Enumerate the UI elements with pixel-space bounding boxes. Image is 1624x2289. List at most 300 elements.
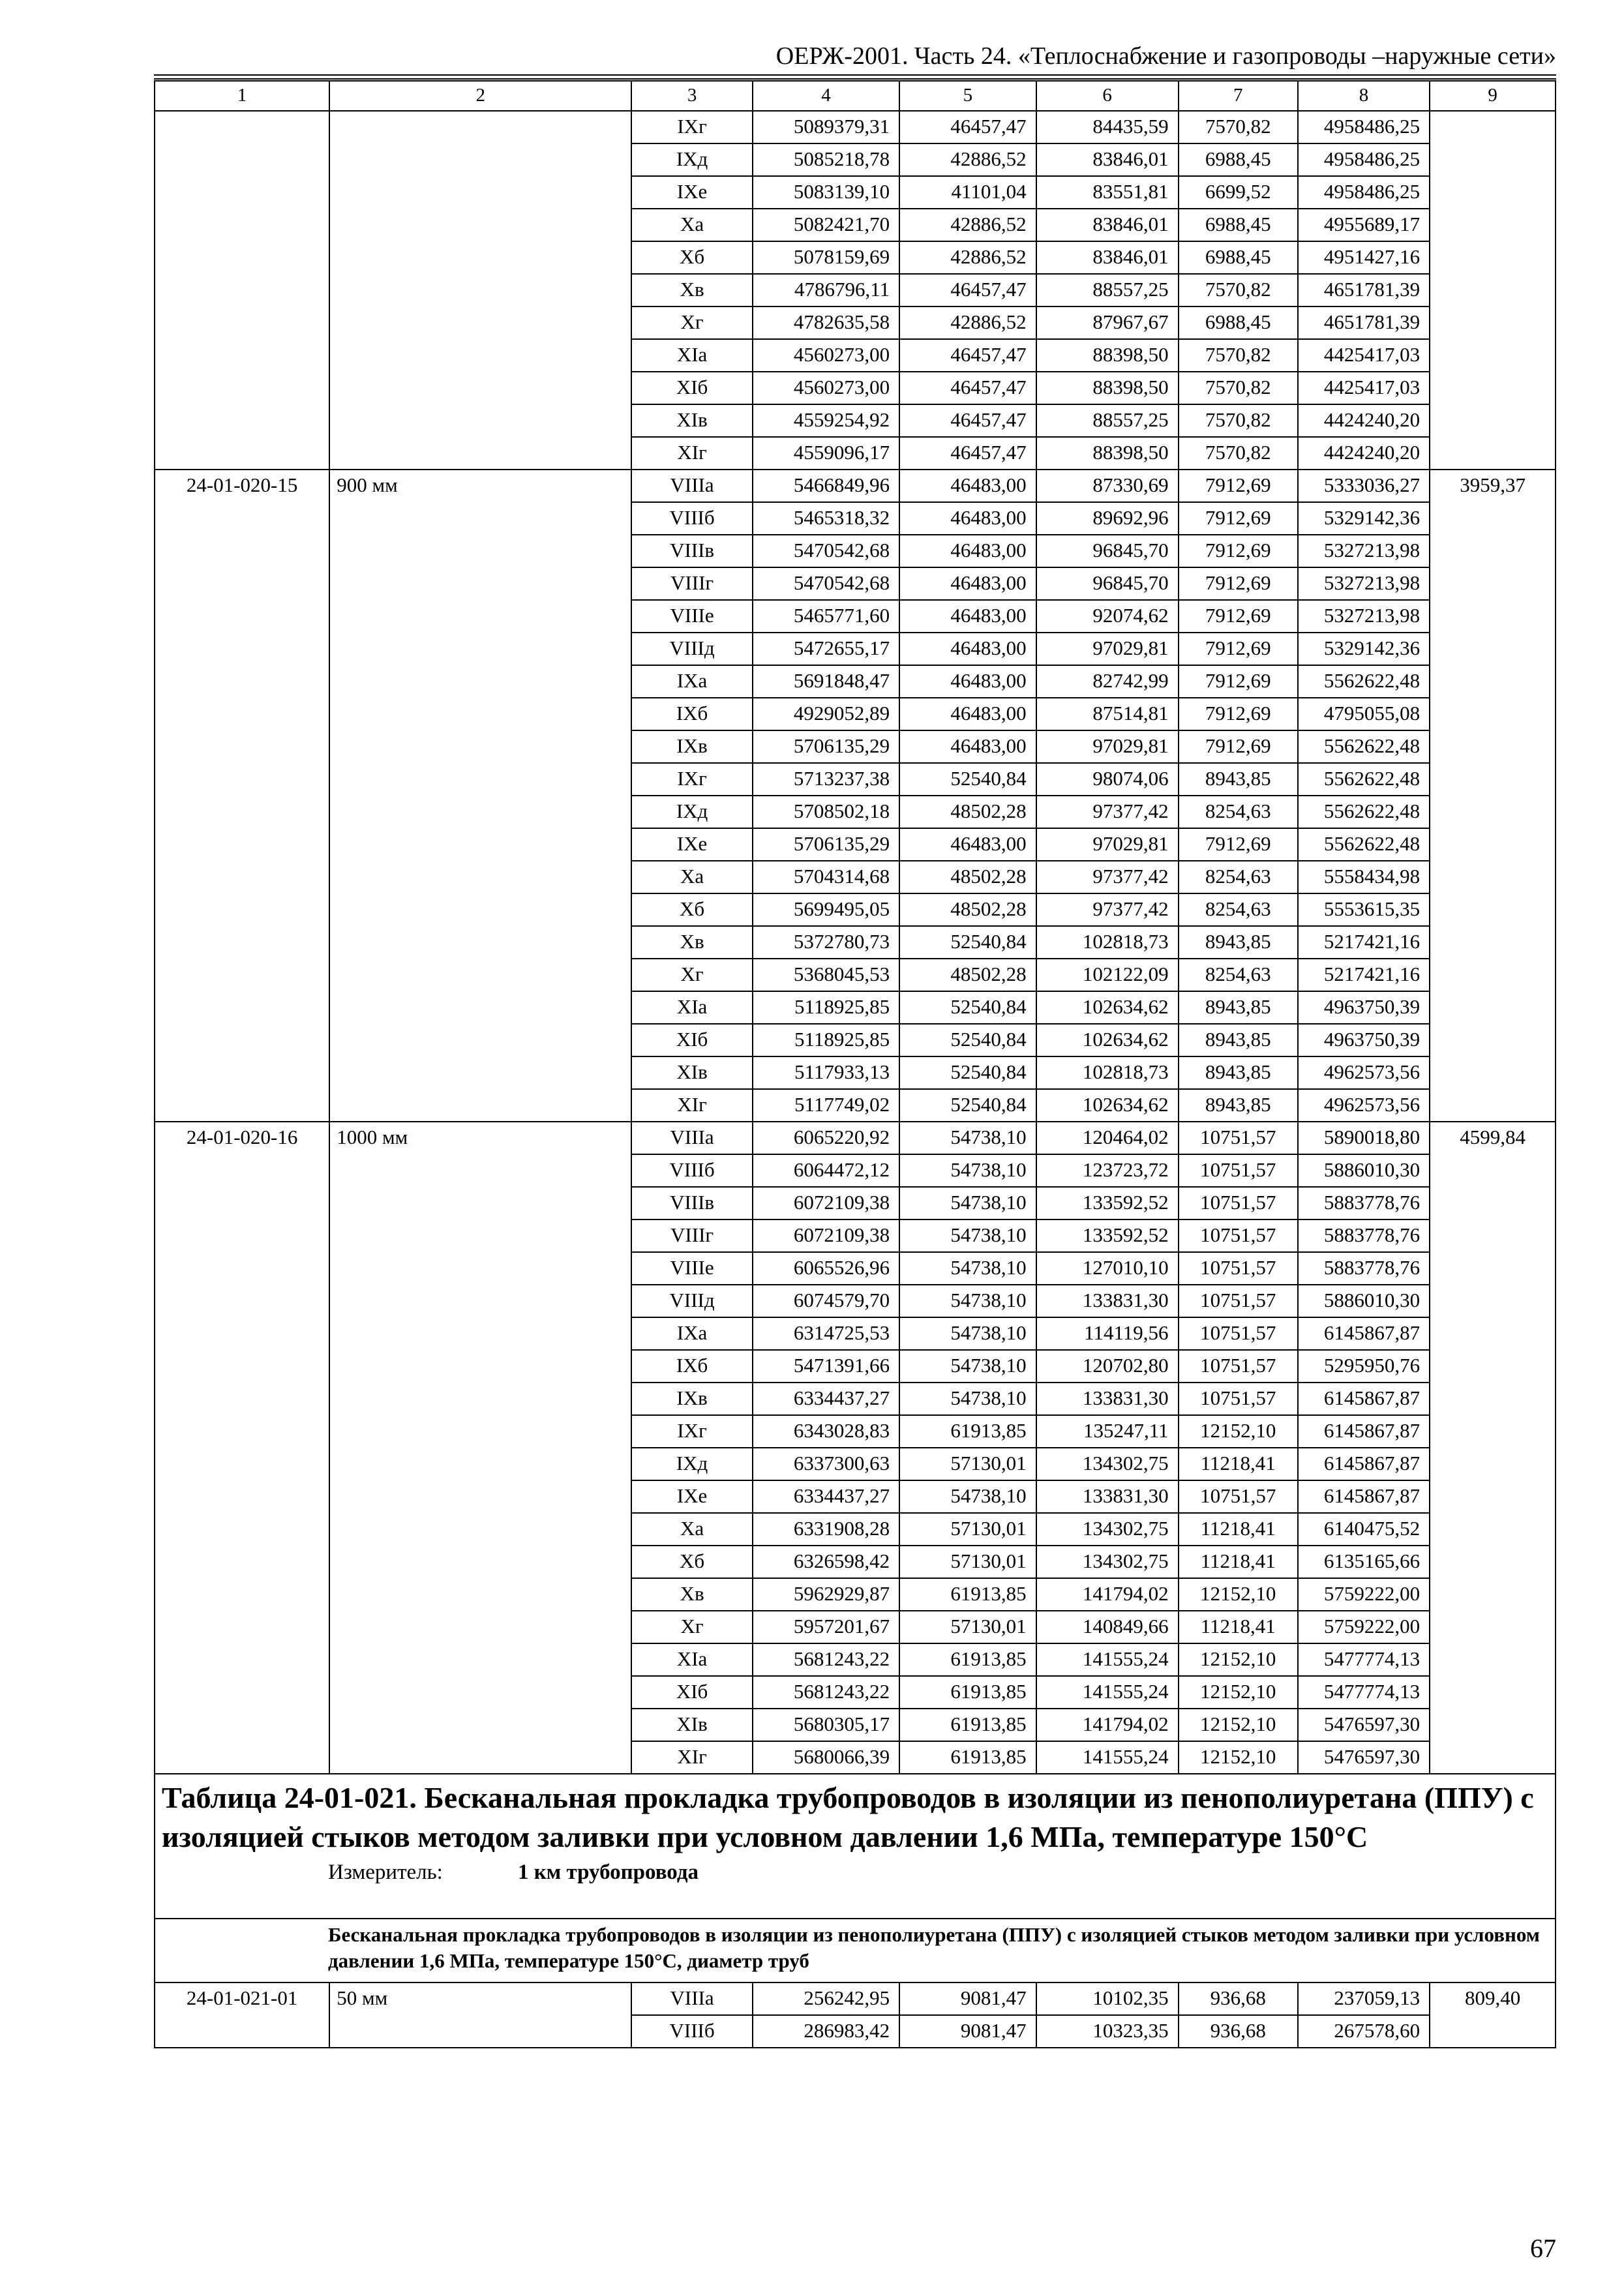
machine-cost: 134302,75	[1036, 1513, 1179, 1546]
labor-wages: 54738,10	[899, 1480, 1036, 1513]
operator-wages: 12152,10	[1179, 1578, 1298, 1611]
materials-cost: 4958486,25	[1298, 143, 1430, 176]
labor-wages: 46483,00	[899, 665, 1036, 698]
page-header	[154, 40, 1556, 72]
table-row	[155, 111, 1556, 143]
table-title: Таблица 24-01-021. Бесканальная прокладка трубопроводов в изоляции из пенополиуретана (ППУ) с изоляцией стыков методом заливки при условном давлении 1,6 МПа, температуре 150°С	[162, 1781, 1534, 1853]
total-cost: 5708502,18	[753, 796, 899, 828]
total-cost: 5465318,32	[753, 502, 899, 535]
labor-wages: 46483,00	[899, 567, 1036, 600]
materials-cost: 4795055,08	[1298, 698, 1430, 730]
machine-cost: 133831,30	[1036, 1285, 1179, 1317]
total-cost: 6065526,96	[753, 1252, 899, 1285]
operator-wages: 12152,10	[1179, 1643, 1298, 1676]
operator-wages: 936,68	[1179, 1982, 1298, 2015]
labor-wages: 57130,01	[899, 1611, 1036, 1643]
operator-wages: 7912,69	[1179, 698, 1298, 730]
section-heading: Бесканальная прокладка трубопроводов в изоляции из пенополиуретана (ППУ) с изоляцией стыков методом заливки при условном давлении 1,6 МПа, температуре 150°С, диаметр труб	[155, 1919, 1556, 1982]
machine-cost: 141794,02	[1036, 1709, 1179, 1741]
operator-wages: 10751,57	[1179, 1187, 1298, 1219]
materials-cost: 5295950,76	[1298, 1350, 1430, 1383]
materials-cost: 237059,13	[1298, 1982, 1430, 2015]
materials-cost: 6145867,87	[1298, 1383, 1430, 1415]
labor-wages: 57130,01	[899, 1513, 1036, 1546]
operator-wages: 8943,85	[1179, 926, 1298, 959]
operator-wages: 10751,57	[1179, 1350, 1298, 1383]
machine-cost: 134302,75	[1036, 1546, 1179, 1578]
materials-cost: 4425417,03	[1298, 372, 1430, 404]
labor-wages: 52540,84	[899, 1089, 1036, 1122]
machine-cost: 83846,01	[1036, 209, 1179, 241]
total-cost: 6337300,63	[753, 1448, 899, 1480]
operator-wages: 8254,63	[1179, 861, 1298, 893]
total-cost: 5706135,29	[753, 730, 899, 763]
labor-wages: 46483,00	[899, 828, 1036, 861]
materials-cost: 5562622,48	[1298, 665, 1430, 698]
labor-wages: 61913,85	[899, 1415, 1036, 1448]
materials-cost: 5759222,00	[1298, 1611, 1430, 1643]
rate-category: VIIIб	[631, 2015, 752, 2048]
rate-category: Xг	[631, 959, 752, 991]
materials-cost: 6145867,87	[1298, 1480, 1430, 1513]
operator-wages: 6988,45	[1179, 143, 1298, 176]
materials-cost: 5759222,00	[1298, 1578, 1430, 1611]
machine-cost: 97029,81	[1036, 730, 1179, 763]
rate-category: IXг	[631, 1415, 752, 1448]
labor-wages: 61913,85	[899, 1709, 1036, 1741]
labor-wages: 61913,85	[899, 1578, 1036, 1611]
rate-category: VIIIе	[631, 600, 752, 633]
materials-cost: 5890018,80	[1298, 1122, 1430, 1154]
labor-wages: 48502,28	[899, 861, 1036, 893]
labor-wages: 46457,47	[899, 372, 1036, 404]
labor-wages: 46483,00	[899, 600, 1036, 633]
machine-cost: 133592,52	[1036, 1187, 1179, 1219]
rate-category: Xб	[631, 1546, 752, 1578]
materials-cost: 5562622,48	[1298, 763, 1430, 796]
labor-wages: 54738,10	[899, 1219, 1036, 1252]
machine-cost: 141555,24	[1036, 1676, 1179, 1709]
total-cost: 5118925,85	[753, 1024, 899, 1056]
machine-cost: 10323,35	[1036, 2015, 1179, 2048]
header-rule	[154, 74, 1556, 76]
machine-cost: 120702,80	[1036, 1350, 1179, 1383]
rate-category: IXа	[631, 665, 752, 698]
operator-wages: 10751,57	[1179, 1480, 1298, 1513]
machine-cost: 102122,09	[1036, 959, 1179, 991]
rate-category: IXб	[631, 1350, 752, 1383]
labor-wages: 46483,00	[899, 698, 1036, 730]
rate-code: 24-01-020-16	[155, 1122, 329, 1774]
rate-category: VIIIд	[631, 633, 752, 665]
machine-cost: 82742,99	[1036, 665, 1179, 698]
materials-cost: 4962573,56	[1298, 1089, 1430, 1122]
materials-cost: 5329142,36	[1298, 502, 1430, 535]
operator-wages: 7912,69	[1179, 470, 1298, 502]
materials-cost: 267578,60	[1298, 2015, 1430, 2048]
materials-cost: 5558434,98	[1298, 861, 1430, 893]
materials-cost: 5476597,30	[1298, 1741, 1430, 1774]
materials-cost: 5477774,13	[1298, 1643, 1430, 1676]
operator-wages: 6988,45	[1179, 307, 1298, 339]
machine-cost: 133831,30	[1036, 1480, 1179, 1513]
pipe-diameter: 900 мм	[329, 470, 631, 1122]
labor-wages: 52540,84	[899, 1024, 1036, 1056]
table-row	[155, 470, 1556, 502]
labor-wages: 52540,84	[899, 763, 1036, 796]
machine-cost: 88398,50	[1036, 437, 1179, 470]
rate-category: XIг	[631, 1741, 752, 1774]
rate-category: Xг	[631, 1611, 752, 1643]
total-cost: 6343028,83	[753, 1415, 899, 1448]
rate-code	[155, 111, 329, 470]
operator-wages: 12152,10	[1179, 1709, 1298, 1741]
rate-category: Xа	[631, 209, 752, 241]
operator-wages: 12152,10	[1179, 1415, 1298, 1448]
operator-wages: 10751,57	[1179, 1317, 1298, 1350]
materials-cost: 4424240,20	[1298, 404, 1430, 437]
machine-cost: 84435,59	[1036, 111, 1179, 143]
rate-category: VIIIа	[631, 1982, 752, 2015]
labor-wages: 46483,00	[899, 730, 1036, 763]
labor-wages: 46483,00	[899, 535, 1036, 567]
column-number: 5	[899, 81, 1036, 111]
rate-category: Xв	[631, 926, 752, 959]
labor-wages: 46483,00	[899, 633, 1036, 665]
labor-wages: 42886,52	[899, 143, 1036, 176]
total-cost: 5117749,02	[753, 1089, 899, 1122]
rate-category: XIб	[631, 1024, 752, 1056]
rate-category: IXв	[631, 730, 752, 763]
machine-cost: 97377,42	[1036, 861, 1179, 893]
operator-wages: 7570,82	[1179, 111, 1298, 143]
total-cost: 5704314,68	[753, 861, 899, 893]
machine-cost: 102634,62	[1036, 1089, 1179, 1122]
materials-cost: 5329142,36	[1298, 633, 1430, 665]
operator-wages: 11218,41	[1179, 1448, 1298, 1480]
total-cost: 5706135,29	[753, 828, 899, 861]
section-row	[155, 1919, 1556, 1982]
labor-wages: 52540,84	[899, 1056, 1036, 1089]
total-cost: 5699495,05	[753, 893, 899, 926]
rate-category: IXд	[631, 796, 752, 828]
rate-category: IXг	[631, 763, 752, 796]
labor-wages: 61913,85	[899, 1741, 1036, 1774]
pipe-diameter: 1000 мм	[329, 1122, 631, 1774]
machine-cost: 97029,81	[1036, 828, 1179, 861]
rate-category: XIа	[631, 991, 752, 1024]
total-cost: 5681243,22	[753, 1676, 899, 1709]
materials-cost: 5217421,16	[1298, 926, 1430, 959]
total-cost: 5470542,68	[753, 535, 899, 567]
total-cost: 286983,42	[753, 2015, 899, 2048]
operator-wages: 8943,85	[1179, 991, 1298, 1024]
total-cost: 6326598,42	[753, 1546, 899, 1578]
machine-cost: 92074,62	[1036, 600, 1179, 633]
labor-wages: 46457,47	[899, 111, 1036, 143]
machine-cost: 102634,62	[1036, 991, 1179, 1024]
document-title: ОЕРЖ-2001. Часть 24. «Теплоснабжение и газопроводы –наружные сети»	[775, 42, 1556, 70]
table-row	[155, 1122, 1556, 1154]
total-cost: 6334437,27	[753, 1480, 899, 1513]
rate-category: VIIIа	[631, 470, 752, 502]
rate-category: Xа	[631, 1513, 752, 1546]
total-cost: 5372780,73	[753, 926, 899, 959]
machine-cost: 88398,50	[1036, 372, 1179, 404]
total-cost: 5681243,22	[753, 1643, 899, 1676]
rate-category: Xб	[631, 241, 752, 274]
total-cost: 4560273,00	[753, 339, 899, 372]
machine-cost: 83846,01	[1036, 143, 1179, 176]
rate-category: XIв	[631, 1709, 752, 1741]
labor-wages: 46483,00	[899, 470, 1036, 502]
labor-hours	[1430, 111, 1556, 470]
machine-cost: 141555,24	[1036, 1741, 1179, 1774]
total-cost: 4786796,11	[753, 274, 899, 307]
labor-wages: 54738,10	[899, 1317, 1036, 1350]
total-cost: 4560273,00	[753, 372, 899, 404]
machine-cost: 96845,70	[1036, 567, 1179, 600]
operator-wages: 7912,69	[1179, 567, 1298, 600]
operator-wages: 10751,57	[1179, 1285, 1298, 1317]
total-cost: 5466849,96	[753, 470, 899, 502]
materials-cost: 5886010,30	[1298, 1285, 1430, 1317]
operator-wages: 8943,85	[1179, 1089, 1298, 1122]
labor-wages: 54738,10	[899, 1122, 1036, 1154]
operator-wages: 8254,63	[1179, 893, 1298, 926]
operator-wages: 7570,82	[1179, 404, 1298, 437]
machine-cost: 97029,81	[1036, 633, 1179, 665]
rate-category: VIIIа	[631, 1122, 752, 1154]
operator-wages: 7912,69	[1179, 730, 1298, 763]
rate-category: XIг	[631, 1089, 752, 1122]
measure-value: 1 км трубопровода	[518, 1861, 699, 1884]
materials-cost: 6145867,87	[1298, 1415, 1430, 1448]
header-rule-secondary	[154, 78, 1556, 80]
column-number: 9	[1430, 81, 1556, 111]
operator-wages: 7912,69	[1179, 633, 1298, 665]
total-cost: 4929052,89	[753, 698, 899, 730]
labor-wages: 61913,85	[899, 1676, 1036, 1709]
operator-wages: 6988,45	[1179, 209, 1298, 241]
materials-cost: 5477774,13	[1298, 1676, 1430, 1709]
total-cost: 5680305,17	[753, 1709, 899, 1741]
labor-wages: 9081,47	[899, 1982, 1036, 2015]
total-cost: 5957201,67	[753, 1611, 899, 1643]
column-number: 6	[1036, 81, 1179, 111]
materials-cost: 4651781,39	[1298, 274, 1430, 307]
materials-cost: 5883778,76	[1298, 1219, 1430, 1252]
machine-cost: 97377,42	[1036, 893, 1179, 926]
materials-cost: 5476597,30	[1298, 1709, 1430, 1741]
materials-cost: 4962573,56	[1298, 1056, 1430, 1089]
total-cost: 6065220,92	[753, 1122, 899, 1154]
measure-label: Измеритель:	[328, 1861, 443, 1884]
operator-wages: 12152,10	[1179, 1676, 1298, 1709]
labor-wages: 52540,84	[899, 926, 1036, 959]
machine-cost: 134302,75	[1036, 1448, 1179, 1480]
machine-cost: 135247,11	[1036, 1415, 1179, 1448]
operator-wages: 7912,69	[1179, 600, 1298, 633]
rate-category: XIг	[631, 437, 752, 470]
machine-cost: 102818,73	[1036, 926, 1179, 959]
operator-wages: 11218,41	[1179, 1546, 1298, 1578]
operator-wages: 12152,10	[1179, 1741, 1298, 1774]
rate-category: VIIIг	[631, 1219, 752, 1252]
machine-cost: 127010,10	[1036, 1252, 1179, 1285]
total-cost: 5962929,87	[753, 1578, 899, 1611]
rate-code: 24-01-020-15	[155, 470, 329, 1122]
operator-wages: 8254,63	[1179, 796, 1298, 828]
materials-cost: 5562622,48	[1298, 796, 1430, 828]
labor-wages: 57130,01	[899, 1448, 1036, 1480]
column-number: 4	[753, 81, 899, 111]
labor-wages: 41101,04	[899, 176, 1036, 209]
rates-table	[154, 80, 1556, 2048]
machine-cost: 88398,50	[1036, 339, 1179, 372]
total-cost: 5470542,68	[753, 567, 899, 600]
column-number: 2	[329, 81, 631, 111]
materials-cost: 5333036,27	[1298, 470, 1430, 502]
rate-category: Xв	[631, 274, 752, 307]
rate-category: XIб	[631, 372, 752, 404]
rate-category: IXг	[631, 111, 752, 143]
table-row	[155, 1982, 1556, 2015]
total-cost: 5691848,47	[753, 665, 899, 698]
column-number-row	[155, 81, 1556, 111]
operator-wages: 10751,57	[1179, 1383, 1298, 1415]
materials-cost: 4424240,20	[1298, 437, 1430, 470]
total-cost: 6314725,53	[753, 1317, 899, 1350]
rate-category: VIIIв	[631, 535, 752, 567]
column-number: 3	[631, 81, 752, 111]
measure-unit	[155, 1859, 1555, 1889]
pipe-diameter: 50 мм	[329, 1982, 631, 2048]
rate-category: Xб	[631, 893, 752, 926]
machine-cost: 98074,06	[1036, 763, 1179, 796]
operator-wages: 6988,45	[1179, 241, 1298, 274]
machine-cost: 89692,96	[1036, 502, 1179, 535]
operator-wages: 7570,82	[1179, 339, 1298, 372]
operator-wages: 10751,57	[1179, 1154, 1298, 1187]
materials-cost: 6140475,52	[1298, 1513, 1430, 1546]
column-number: 7	[1179, 81, 1298, 111]
rate-category: IXб	[631, 698, 752, 730]
total-cost: 5471391,66	[753, 1350, 899, 1383]
materials-cost: 5562622,48	[1298, 828, 1430, 861]
machine-cost: 83846,01	[1036, 241, 1179, 274]
total-cost: 4559096,17	[753, 437, 899, 470]
machine-cost: 88557,25	[1036, 404, 1179, 437]
rate-category: IXа	[631, 1317, 752, 1350]
labor-wages: 46457,47	[899, 437, 1036, 470]
total-cost: 4559254,92	[753, 404, 899, 437]
operator-wages: 8943,85	[1179, 763, 1298, 796]
total-cost: 5680066,39	[753, 1741, 899, 1774]
materials-cost: 5883778,76	[1298, 1187, 1430, 1219]
rate-category: VIIIг	[631, 567, 752, 600]
total-cost: 6072109,38	[753, 1187, 899, 1219]
total-cost: 6074579,70	[753, 1285, 899, 1317]
operator-wages: 7570,82	[1179, 437, 1298, 470]
pipe-diameter	[329, 111, 631, 470]
machine-cost: 102818,73	[1036, 1056, 1179, 1089]
column-number: 8	[1298, 81, 1430, 111]
rate-category: VIIIв	[631, 1187, 752, 1219]
rate-category: XIв	[631, 1056, 752, 1089]
machine-cost: 96845,70	[1036, 535, 1179, 567]
labor-wages: 42886,52	[899, 307, 1036, 339]
operator-wages: 8254,63	[1179, 959, 1298, 991]
materials-cost: 5327213,98	[1298, 567, 1430, 600]
rate-category: XIа	[631, 1643, 752, 1676]
operator-wages: 10751,57	[1179, 1219, 1298, 1252]
labor-wages: 54738,10	[899, 1350, 1036, 1383]
materials-cost: 4958486,25	[1298, 176, 1430, 209]
operator-wages: 6699,52	[1179, 176, 1298, 209]
materials-cost: 4955689,17	[1298, 209, 1430, 241]
labor-wages: 48502,28	[899, 893, 1036, 926]
labor-wages: 48502,28	[899, 796, 1036, 828]
total-cost: 5082421,70	[753, 209, 899, 241]
total-cost: 5117933,13	[753, 1056, 899, 1089]
operator-wages: 8943,85	[1179, 1056, 1298, 1089]
labor-wages: 46457,47	[899, 339, 1036, 372]
rate-category: VIIIб	[631, 1154, 752, 1187]
machine-cost: 97377,42	[1036, 796, 1179, 828]
total-cost: 5368045,53	[753, 959, 899, 991]
labor-wages: 52540,84	[899, 991, 1036, 1024]
total-cost: 5089379,31	[753, 111, 899, 143]
total-cost: 4782635,58	[753, 307, 899, 339]
page-number: 67	[1530, 2234, 1556, 2263]
total-cost: 256242,95	[753, 1982, 899, 2015]
machine-cost: 133831,30	[1036, 1383, 1179, 1415]
operator-wages: 936,68	[1179, 2015, 1298, 2048]
total-cost: 5078159,69	[753, 241, 899, 274]
labor-wages: 54738,10	[899, 1285, 1036, 1317]
materials-cost: 5327213,98	[1298, 535, 1430, 567]
rate-category: IXе	[631, 176, 752, 209]
total-cost: 6072109,38	[753, 1219, 899, 1252]
rate-category: Xв	[631, 1578, 752, 1611]
operator-wages: 10751,57	[1179, 1252, 1298, 1285]
machine-cost: 140849,66	[1036, 1611, 1179, 1643]
materials-cost: 4951427,16	[1298, 241, 1430, 274]
labor-wages: 54738,10	[899, 1154, 1036, 1187]
materials-cost: 4963750,39	[1298, 1024, 1430, 1056]
rate-category: IXв	[631, 1383, 752, 1415]
total-cost: 5472655,17	[753, 633, 899, 665]
rate-category: VIIIе	[631, 1252, 752, 1285]
labor-hours: 4599,84	[1430, 1122, 1556, 1774]
labor-wages: 54738,10	[899, 1383, 1036, 1415]
rate-category: XIб	[631, 1676, 752, 1709]
materials-cost: 5327213,98	[1298, 600, 1430, 633]
materials-cost: 6145867,87	[1298, 1448, 1430, 1480]
labor-wages: 46483,00	[899, 502, 1036, 535]
machine-cost: 83551,81	[1036, 176, 1179, 209]
operator-wages: 7912,69	[1179, 828, 1298, 861]
labor-wages: 46457,47	[899, 404, 1036, 437]
operator-wages: 7912,69	[1179, 502, 1298, 535]
rate-category: XIа	[631, 339, 752, 372]
labor-wages: 9081,47	[899, 2015, 1036, 2048]
labor-hours: 809,40	[1430, 1982, 1556, 2048]
materials-cost: 6145867,87	[1298, 1317, 1430, 1350]
rate-category: VIIIд	[631, 1285, 752, 1317]
machine-cost: 87967,67	[1036, 307, 1179, 339]
